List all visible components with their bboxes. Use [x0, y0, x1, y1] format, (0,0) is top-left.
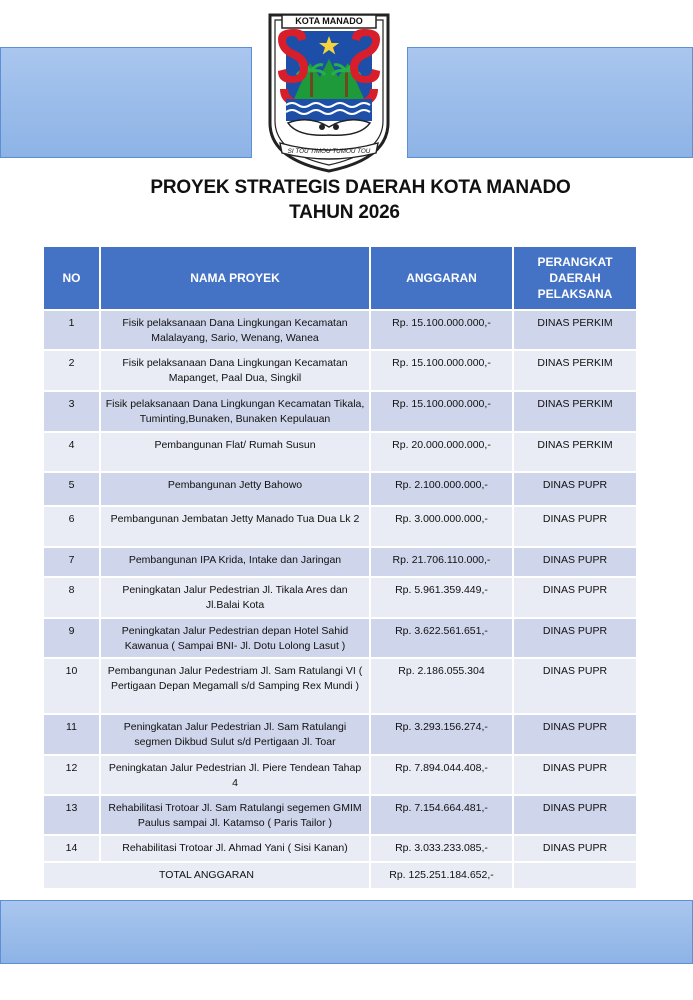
table-row	[43, 310, 637, 350]
cell-project-name: Peningkatan Jalur Pedestrian Jl. Tikala Ares dan Jl.Balai Kota	[100, 577, 370, 618]
cell-unit: DINAS PUPR	[513, 547, 637, 577]
cell-budget: Rp. 20.000.000.000,-	[370, 432, 513, 472]
cell-no: 6	[43, 506, 100, 547]
header-budget: ANGGARAN	[370, 246, 513, 310]
cell-unit: DINAS PUPR	[513, 755, 637, 795]
cell-budget: Rp. 21.706.110.000,-	[370, 547, 513, 577]
table-row	[43, 618, 637, 658]
table-row	[43, 577, 637, 618]
cell-project-name: Fisik pelaksanaan Dana Lingkungan Kecamatan Mapanget, Paal Dua, Singkil	[100, 350, 370, 391]
cell-no: 3	[43, 391, 100, 432]
cell-budget: Rp. 7.894.044.408,-	[370, 755, 513, 795]
header-band-right	[407, 47, 693, 158]
cell-unit: DINAS PUPR	[513, 577, 637, 618]
cell-unit: DINAS PERKIM	[513, 391, 637, 432]
table-row	[43, 432, 637, 472]
cell-project-name: Pembangunan Jetty Bahowo	[100, 472, 370, 506]
cell-no: 1	[43, 310, 100, 350]
cell-no: 9	[43, 618, 100, 658]
total-label: TOTAL ANGGARAN	[43, 862, 370, 889]
table-row	[43, 547, 637, 577]
logo-motto-text: SI TOU TIMOU TUMOU TOU	[287, 148, 371, 155]
cell-no: 14	[43, 835, 100, 862]
cell-budget: Rp. 3.293.156.274,-	[370, 714, 513, 755]
cell-project-name: Peningkatan Jalur Pedestrian Jl. Piere Tendean Tahap 4	[100, 755, 370, 795]
cell-budget: Rp. 3.033.233.085,-	[370, 835, 513, 862]
header-band-left	[0, 47, 252, 158]
page-title: PROYEK STRATEGIS DAERAH KOTA MANADO	[150, 177, 571, 198]
page-subtitle: TAHUN 2026	[289, 202, 400, 223]
cell-no: 7	[43, 547, 100, 577]
cell-project-name: Peningkatan Jalur Pedestrian Jl. Sam Ratulangi segmen Dikbud Sulut s/d Pertigaan Jl. Toar	[100, 714, 370, 755]
table-row	[43, 472, 637, 506]
table-row	[43, 658, 637, 714]
cell-project-name: Fisik pelaksanaan Dana Lingkungan Kecamatan Tikala, Tuminting,Bunaken, Bunaken Kepulauan	[100, 391, 370, 432]
cell-no: 8	[43, 577, 100, 618]
cell-no: 11	[43, 714, 100, 755]
header-project-name: NAMA PROYEK	[100, 246, 370, 310]
total-row	[43, 862, 637, 889]
cell-budget: Rp. 2.100.000.000,-	[370, 472, 513, 506]
cell-project-name: Fisik pelaksanaan Dana Lingkungan Kecamatan Malalayang, Sario, Wenang, Wanea	[100, 310, 370, 350]
cell-unit: DINAS PUPR	[513, 506, 637, 547]
table-row	[43, 755, 637, 795]
cell-no: 5	[43, 472, 100, 506]
cell-no: 12	[43, 755, 100, 795]
cell-no: 13	[43, 795, 100, 835]
footer-band	[0, 900, 693, 964]
cell-budget: Rp. 2.186.055.304	[370, 658, 513, 714]
cell-budget: Rp. 3.622.561.651,-	[370, 618, 513, 658]
cell-project-name: Pembangunan IPA Krida, Intake dan Jaringan	[100, 547, 370, 577]
cell-project-name: Pembangunan Jalur Pedestriam Jl. Sam Ratulangi VI ( Pertigaan Depan Megamall s/d Samping Rex Mundi )	[100, 658, 370, 714]
cell-no: 2	[43, 350, 100, 391]
cell-unit: DINAS PUPR	[513, 618, 637, 658]
cell-project-name: Rehabilitasi Trotoar Jl. Sam Ratulangi segemen GMIM Paulus sampai Jl. Katamso ( Paris Tailor )	[100, 795, 370, 835]
projects-table	[42, 245, 638, 890]
total-budget: Rp. 125.251.184.652,-	[370, 862, 513, 889]
cell-project-name: Pembangunan Flat/ Rumah Susun	[100, 432, 370, 472]
cell-budget: Rp. 3.000.000.000,-	[370, 506, 513, 547]
cell-unit: DINAS PUPR	[513, 714, 637, 755]
cell-unit: DINAS PERKIM	[513, 310, 637, 350]
logo-top-text: KOTA MANADO	[295, 16, 363, 26]
cell-unit: DINAS PERKIM	[513, 432, 637, 472]
table-header-row	[43, 246, 637, 310]
cell-budget: Rp. 5.961.359.449,-	[370, 577, 513, 618]
header-implementing-unit: PERANGKAT DAERAH PELAKSANA	[513, 246, 637, 310]
cell-no: 4	[43, 432, 100, 472]
header-no: NO	[43, 246, 100, 310]
cell-project-name: Rehabilitasi Trotoar Jl. Ahmad Yani ( Sisi Kanan)	[100, 835, 370, 862]
cell-budget: Rp. 7.154.664.481,-	[370, 795, 513, 835]
cell-unit: DINAS PUPR	[513, 658, 637, 714]
cell-budget: Rp. 15.100.000.000,-	[370, 391, 513, 432]
table-row	[43, 714, 637, 755]
cell-no: 10	[43, 658, 100, 714]
cell-unit: DINAS PUPR	[513, 472, 637, 506]
cell-project-name: Peningkatan Jalur Pedestrian depan Hotel Sahid Kawanua ( Sampai BNI- Jl. Dotu Lolong Lasut )	[100, 618, 370, 658]
table-row	[43, 795, 637, 835]
cell-unit: DINAS PUPR	[513, 835, 637, 862]
cell-unit: DINAS PUPR	[513, 795, 637, 835]
table-row	[43, 350, 637, 391]
table-row	[43, 506, 637, 547]
total-unit-empty	[513, 862, 637, 889]
cell-unit: DINAS PERKIM	[513, 350, 637, 391]
kota-manado-logo	[264, 11, 394, 173]
cell-budget: Rp. 15.100.000.000,-	[370, 350, 513, 391]
cell-project-name: Pembangunan Jembatan Jetty Manado Tua Dua Lk 2	[100, 506, 370, 547]
table-row	[43, 835, 637, 862]
cell-budget: Rp. 15.100.000.000,-	[370, 310, 513, 350]
table-row	[43, 391, 637, 432]
